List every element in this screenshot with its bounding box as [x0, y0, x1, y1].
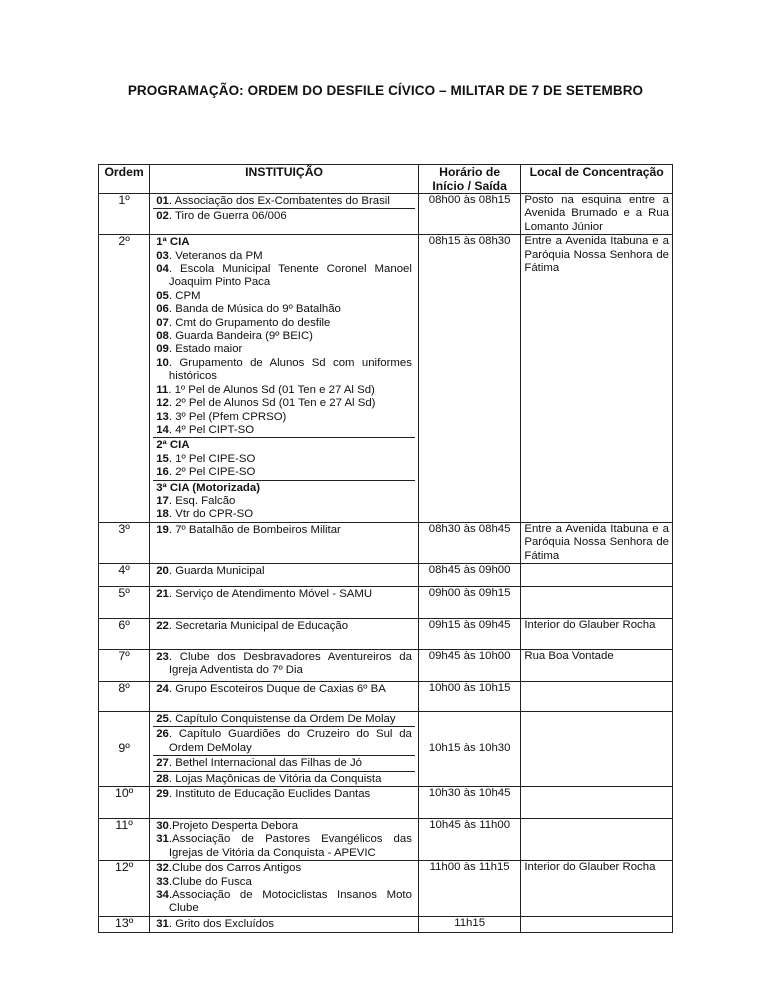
local-cell [521, 586, 673, 618]
ordem-cell: 3º [99, 522, 150, 563]
institution-item [156, 330, 412, 343]
header-local: Local de Concentração [521, 165, 673, 194]
ordem-cell: 10º [99, 787, 150, 819]
ordem-cell: 8º [99, 681, 150, 711]
table-body [99, 194, 673, 933]
institution-number: 10 [156, 356, 169, 369]
institution-number: 09 [156, 343, 169, 356]
instituicao-cell [150, 787, 419, 819]
instituicao-cell [150, 819, 419, 861]
institution-item [156, 833, 412, 860]
institution-item [156, 317, 412, 330]
institution-item [156, 290, 412, 303]
institution-name: . Estado maior [168, 343, 243, 356]
horario-cell: 10h45 às 11h00 [418, 819, 520, 861]
institution-name: .Clube do Fusca [168, 875, 252, 888]
table-row [99, 711, 673, 786]
instituicao-cell [150, 649, 419, 681]
horario-cell: 08h30 às 08h45 [418, 522, 520, 563]
table-row [99, 563, 673, 586]
instituicao-cell [150, 586, 419, 618]
header-instituicao: INSTITUIÇÃO [150, 165, 419, 194]
institution-number: 08 [156, 330, 169, 343]
institution-name: . Vtr do CPR-SO [168, 508, 254, 521]
local-cell: Entre a Avenida Itabuna e a Paróquia Nossa Senhora de Fátima [521, 235, 673, 523]
institution-group [153, 235, 415, 438]
institution-number: 32 [156, 862, 169, 875]
institution-name: . Cmt do Grupamento do desfile [168, 316, 331, 329]
institution-group [153, 756, 415, 771]
company-heading: 3ª CIA (Motorizada) [156, 481, 260, 494]
institution-item [156, 713, 412, 726]
institution-name: . 4º Pel CIPT-SO [168, 423, 255, 436]
institution-item [156, 651, 412, 678]
institution-name: . Tiro de Guerra 06/006 [168, 210, 287, 223]
institution-item [156, 683, 412, 696]
institution-number: 11 [156, 383, 169, 396]
table-row [99, 586, 673, 618]
institution-number: 31 [156, 917, 169, 930]
institution-number: 26 [156, 728, 169, 741]
institution-name: . Esq. Falcão [168, 494, 236, 507]
institution-item [156, 588, 412, 601]
institution-number: 31 [156, 833, 169, 846]
ordem-cell: 11º [99, 819, 150, 861]
institution-group [153, 650, 415, 678]
institution-group [153, 587, 415, 601]
institution-number: 25 [156, 712, 169, 725]
institution-number: 12 [156, 397, 169, 410]
institution-group [153, 727, 415, 756]
header-horario: Horário de Início / Saída [418, 165, 520, 194]
institution-name: .Associação de Motociclistas Insanos Moto Clube [168, 889, 412, 915]
ordem-cell: 9º [99, 711, 150, 786]
institution-number: 01 [156, 195, 169, 207]
instituicao-cell [150, 235, 419, 523]
institution-number: 23 [156, 650, 169, 663]
institution-number: 29 [156, 788, 169, 800]
ordem-cell: 12º [99, 861, 150, 917]
institution-item [156, 773, 412, 786]
horario-cell: 10h30 às 10h45 [418, 787, 520, 819]
institution-group [153, 564, 415, 578]
institution-number: 20 [156, 564, 169, 577]
horario-cell: 11h15 [418, 916, 520, 932]
table-row [99, 649, 673, 681]
institution-item [156, 918, 412, 931]
institution-group [153, 712, 415, 727]
local-cell [521, 819, 673, 861]
institution-name: . Clube dos Desbravadores Aventureiros da Igreja Adventista do 7º Dia [168, 650, 412, 677]
table-row [99, 618, 673, 649]
table-row [99, 194, 673, 235]
instituicao-cell [150, 194, 419, 235]
institution-name: . Guarda Bandeira (9º BEIC) [168, 330, 313, 343]
horario-cell: 10h15 às 10h30 [418, 711, 520, 786]
institution-name: . 1º Pel de Alunos Sd (01 Ten e 27 Al Sd) [168, 383, 375, 396]
institution-number: 03 [156, 249, 169, 262]
institution-item [156, 195, 412, 208]
horario-cell: 09h15 às 09h45 [418, 618, 520, 649]
institution-item [156, 508, 412, 521]
horario-cell: 10h00 às 10h15 [418, 681, 520, 711]
local-cell [521, 563, 673, 586]
institution-number: 34 [156, 889, 169, 902]
horario-cell: 08h15 às 08h30 [418, 235, 520, 523]
table-header-row [99, 165, 673, 194]
institution-name: . Capítulo Conquistense da Ordem De Molay [168, 712, 396, 725]
institution-name: . 3º Pel (Pfem CPRSO) [168, 410, 287, 423]
institution-number: 21 [156, 587, 169, 600]
institution-number: 22 [156, 619, 169, 632]
institution-group [153, 819, 415, 860]
institution-group [153, 438, 415, 480]
institution-name: . Guarda Municipal [168, 564, 265, 577]
ordem-cell: 5º [99, 586, 150, 618]
institution-name: . Grupo Escoteiros Duque de Caxias 6º BA [168, 682, 386, 695]
institution-item [156, 757, 412, 770]
table-row [99, 681, 673, 711]
ordem-cell: 13º [99, 916, 150, 932]
institution-group [153, 481, 415, 522]
institution-item [156, 343, 412, 356]
institution-item [156, 263, 412, 290]
institution-number: 30 [156, 820, 169, 832]
parade-table [98, 164, 673, 933]
institution-name: . CPM [168, 289, 201, 302]
institution-name: .Projeto Desperta Debora [168, 820, 299, 832]
instituicao-cell [150, 618, 419, 649]
institution-number: 07 [156, 316, 169, 329]
institution-group [153, 209, 415, 223]
institution-item [156, 466, 412, 479]
institution-item [156, 889, 412, 916]
institution-item [156, 250, 412, 263]
company-heading: 2ª CIA [156, 439, 190, 452]
institution-name: . Secretaria Municipal de Educação [168, 619, 349, 632]
instituicao-cell [150, 681, 419, 711]
local-cell: Rua Boa Vontade [521, 649, 673, 681]
institution-name: . Banda de Música do 9º Batalhão [168, 303, 341, 316]
horario-cell: 09h45 às 10h00 [418, 649, 520, 681]
institution-name: . 7º Batalhão de Bombeiros Militar [168, 523, 341, 536]
institution-group [153, 772, 415, 786]
institution-name: . Serviço de Atendimento Móvel - SAMU [168, 587, 373, 600]
horario-cell: 08h45 às 09h00 [418, 563, 520, 586]
table-row [99, 787, 673, 819]
institution-name: .Associação de Pastores Evangélicos das Igrejas de Vitória da Conquista - APEVIC [168, 833, 412, 859]
local-cell: Entre a Avenida Itabuna e a Paróquia Nossa Senhora de Fátima [521, 522, 673, 563]
institution-item [156, 303, 412, 316]
institution-item [156, 788, 412, 801]
institution-name: . 2º Pel de Alunos Sd (01 Ten e 27 Al Sd) [168, 397, 376, 410]
institution-number: 33 [156, 875, 169, 888]
local-cell [521, 681, 673, 711]
table-row [99, 861, 673, 917]
instituicao-cell [150, 861, 419, 917]
institution-number: 19 [156, 523, 169, 536]
institution-name: . 1º Pel CIPE-SO [168, 452, 256, 465]
institution-name: . Grito dos Excluídos [168, 917, 274, 930]
horario-cell: 08h00 às 08h15 [418, 194, 520, 235]
institution-item [156, 862, 412, 875]
header-ordem: Ordem [99, 165, 150, 194]
instituicao-cell [150, 711, 419, 786]
table-row [99, 522, 673, 563]
institution-name: . 2º Pel CIPE-SO [168, 466, 256, 479]
horario-cell: 11h00 às 11h15 [418, 861, 520, 917]
local-cell [521, 787, 673, 819]
institution-name: . Escola Municipal Tenente Coronel Manoel Joaquim Pinto Paca [168, 263, 412, 289]
institution-name: . Grupamento de Alunos Sd com uniformes históricos [168, 356, 412, 383]
institution-number: 15 [156, 452, 169, 465]
horario-cell: 09h00 às 09h15 [418, 586, 520, 618]
institution-number: 17 [156, 494, 169, 507]
company-heading: 1ª CIA [156, 236, 190, 249]
institution-item [156, 424, 412, 437]
institution-number: 24 [156, 682, 169, 695]
institution-item [156, 728, 412, 755]
ordem-cell: 4º [99, 563, 150, 586]
institution-number: 27 [156, 757, 169, 770]
ordem-cell: 6º [99, 618, 150, 649]
institution-number: 04 [156, 263, 169, 276]
institution-number: 18 [156, 508, 169, 521]
institution-name: . Instituto de Educação Euclides Dantas [168, 788, 371, 800]
institution-number: 02 [156, 210, 169, 223]
institution-number: 14 [156, 423, 169, 436]
institution-item [156, 820, 412, 833]
institution-item [156, 411, 412, 424]
local-cell: Posto na esquina entre a Avenida Brumado e a Rua Lomanto Júnior [521, 194, 673, 235]
page-title: PROGRAMAÇÃO: ORDEM DO DESFILE CÍVICO – MILITAR DE 7 DE SETEMBRO [127, 83, 644, 98]
institution-item [156, 565, 412, 578]
institution-number: 06 [156, 303, 169, 316]
table-row [99, 916, 673, 932]
institution-item [156, 620, 412, 633]
local-cell [521, 916, 673, 932]
local-cell: Interior do Glauber Rocha [521, 861, 673, 917]
institution-item [156, 524, 412, 537]
ordem-cell: 1º [99, 194, 150, 235]
institution-item [156, 453, 412, 466]
ordem-cell: 7º [99, 649, 150, 681]
institution-number: 28 [156, 772, 169, 785]
ordem-cell: 2º [99, 235, 150, 523]
institution-item [156, 357, 412, 384]
institution-name: . Bethel Internacional das Filhas de Jó [168, 757, 363, 770]
instituicao-cell [150, 916, 419, 932]
institution-number: 16 [156, 466, 169, 479]
institution-group [153, 194, 415, 209]
institution-group [153, 682, 415, 696]
institution-item [156, 397, 412, 410]
institution-number: 13 [156, 410, 169, 423]
local-cell: Interior do Glauber Rocha [521, 618, 673, 649]
institution-item [156, 384, 412, 397]
institution-name: . Veteranos da PM [168, 249, 263, 262]
institution-item [156, 210, 412, 223]
table-row [99, 235, 673, 523]
institution-group [153, 787, 415, 801]
institution-group [153, 917, 415, 931]
institution-item [156, 876, 412, 889]
institution-group [153, 619, 415, 633]
instituicao-cell [150, 522, 419, 563]
local-cell [521, 711, 673, 786]
table-row [99, 819, 673, 861]
institution-name: . Capítulo Guardiões do Cruzeiro do Sul da Ordem DeMolay [168, 728, 412, 754]
institution-name: . Associação dos Ex-Combatentes do Brasil [168, 195, 390, 207]
institution-group [153, 861, 415, 916]
institution-item [156, 495, 412, 508]
institution-name: . Lojas Maçônicas de Vitória da Conquista [168, 772, 382, 785]
institution-group [153, 523, 415, 537]
institution-name: .Clube dos Carros Antigos [168, 862, 302, 875]
institution-number: 05 [156, 289, 169, 302]
instituicao-cell [150, 563, 419, 586]
